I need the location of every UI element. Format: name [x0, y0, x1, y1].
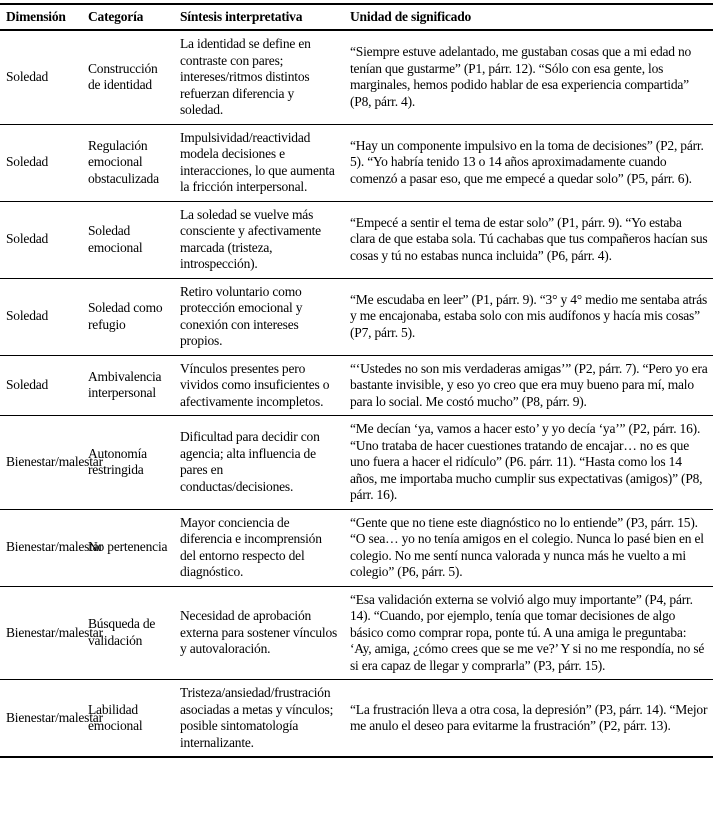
cell-unidad: “Siempre estuve adelantado, me gustaban cosas que a mi edad no tenían que gustarme” (P1, párr. 12). “Sólo con esa gente, los marginales, hemos podido hablar de esa experiencia compartida” (P8, párr. 4). — [344, 30, 713, 124]
cell-unidad: “Hay un componente impulsivo en la toma de decisiones” (P2, párr. 5). “Yo habría tenido 13 o 14 años aproximadamente cuando comenzó a pasar eso, que me empecé a quedar solo” (P5, párr. 6). — [344, 124, 713, 201]
cell-sintesis: Impulsividad/reactividad modela decisiones e interacciones, lo que aumenta la fricción interpersonal. — [174, 124, 344, 201]
table-row — [0, 680, 713, 758]
cell-unidad: “Me decían ‘ya, vamos a hacer esto’ y yo decía ‘ya’” (P2, párr. 16). “Uno trataba de hacer cuestiones tratando de encajar… no es que uno fuera a hacer el ridículo” (P6. párr. 11). “Hasta como los 14 años, me importaba mucho cumplir sus expectativas (amigos)” (P8, párr. 16). — [344, 416, 713, 510]
table-row — [0, 124, 713, 201]
column-header-categoria: Categoría — [82, 4, 174, 30]
cell-sintesis: La identidad se define en contraste con pares; intereses/ritmos distintos refuerzan diferencia y soledad. — [174, 30, 344, 124]
cell-dimension: Soledad — [0, 201, 82, 278]
cell-categoria: No pertenencia — [82, 509, 174, 586]
cell-sintesis: Necesidad de aprobación externa para sostener vínculos y autovaloración. — [174, 586, 344, 680]
cell-dimension: Soledad — [0, 30, 82, 124]
cell-dimension: Soledad — [0, 124, 82, 201]
cell-unidad: “Esa validación externa se volvió algo muy importante” (P4, párr. 14). “Cuando, por ejemplo, tenía que tomar decisiones de algo básico como comprar ropa, ponte tú. A una amiga le preguntaba: ‘Ay, amiga, ¿cómo crees que se me ve?’ Y si no me respondía, no sé si era capaz de llegar y comprarla” (P3, párr. 15). — [344, 586, 713, 680]
column-header-dimension: Dimensión — [0, 4, 82, 30]
cell-categoria: Soledad como refugio — [82, 278, 174, 355]
table-row — [0, 586, 713, 680]
qualitative-analysis-table — [0, 3, 713, 758]
cell-unidad: “Empecé a sentir el tema de estar solo” (P1, párr. 9). “Yo estaba clara de que estaba sola. Tú cachabas que tus compañeros hacían sus cosas y tú no estabas nunca incluida” (P6, párr. 4). — [344, 201, 713, 278]
cell-categoria: Búsqueda de validación — [82, 586, 174, 680]
cell-sintesis: Retiro voluntario como protección emocional y conexión con intereses propios. — [174, 278, 344, 355]
cell-categoria: Autonomía restringida — [82, 416, 174, 510]
cell-categoria: Labilidad emocional — [82, 680, 174, 758]
column-header-sintesis: Síntesis interpretativa — [174, 4, 344, 30]
cell-categoria: Construcción de identidad — [82, 30, 174, 124]
table-row — [0, 278, 713, 355]
cell-sintesis: Dificultad para decidir con agencia; alta influencia de pares en conductas/decisiones. — [174, 416, 344, 510]
table-row — [0, 201, 713, 278]
table-row — [0, 509, 713, 586]
table-header-row — [0, 4, 713, 30]
cell-dimension: Bienestar/malestar — [0, 509, 82, 586]
table-row — [0, 355, 713, 416]
cell-dimension: Bienestar/malestar — [0, 416, 82, 510]
cell-unidad: “‘Ustedes no son mis verdaderas amigas’” (P2, párr. 7). “Pero yo era bastante invisible, y eso yo creo que era muy bueno para mí, malo para lo social. Me costó mucho” (P8, párr. 9). — [344, 355, 713, 416]
cell-categoria: Ambivalencia interpersonal — [82, 355, 174, 416]
cell-dimension: Bienestar/malestar — [0, 680, 82, 758]
cell-categoria: Regulación emocional obstaculizada — [82, 124, 174, 201]
cell-categoria: Soledad emocional — [82, 201, 174, 278]
column-header-unidad: Unidad de significado — [344, 4, 713, 30]
cell-sintesis: Mayor conciencia de diferencia e incomprensión del entorno respecto del diagnóstico. — [174, 509, 344, 586]
cell-dimension: Bienestar/malestar — [0, 586, 82, 680]
cell-dimension: Soledad — [0, 355, 82, 416]
cell-sintesis: Tristeza/ansiedad/frustración asociadas a metas y vínculos; posible sintomatología internalizante. — [174, 680, 344, 758]
cell-unidad: “La frustración lleva a otra cosa, la depresión” (P3, párr. 14). “Mejor me anulo el deseo para evitarme la frustración” (P2, párr. 13). — [344, 680, 713, 758]
table-row — [0, 416, 713, 510]
cell-sintesis: Vínculos presentes pero vividos como insuficientes o afectivamente incompletos. — [174, 355, 344, 416]
cell-unidad: “Me escudaba en leer” (P1, párr. 9). “3° y 4° medio me sentaba atrás y me encajonaba, estaba solo con mis audífonos y hacía mis cosas” (P7, párr. 5). — [344, 278, 713, 355]
cell-sintesis: La soledad se vuelve más consciente y afectivamente marcada (tristeza, introspección). — [174, 201, 344, 278]
table-row — [0, 30, 713, 124]
cell-unidad: “Gente que no tiene este diagnóstico no lo entiende” (P3, párr. 15). “O sea… yo no tenía amigos en el colegio. Nunca lo pasé bien en el colegio. No me sentí nunca valorada y nunca más he vuelto a mi colegio” (P6, párr. 5). — [344, 509, 713, 586]
cell-dimension: Soledad — [0, 278, 82, 355]
